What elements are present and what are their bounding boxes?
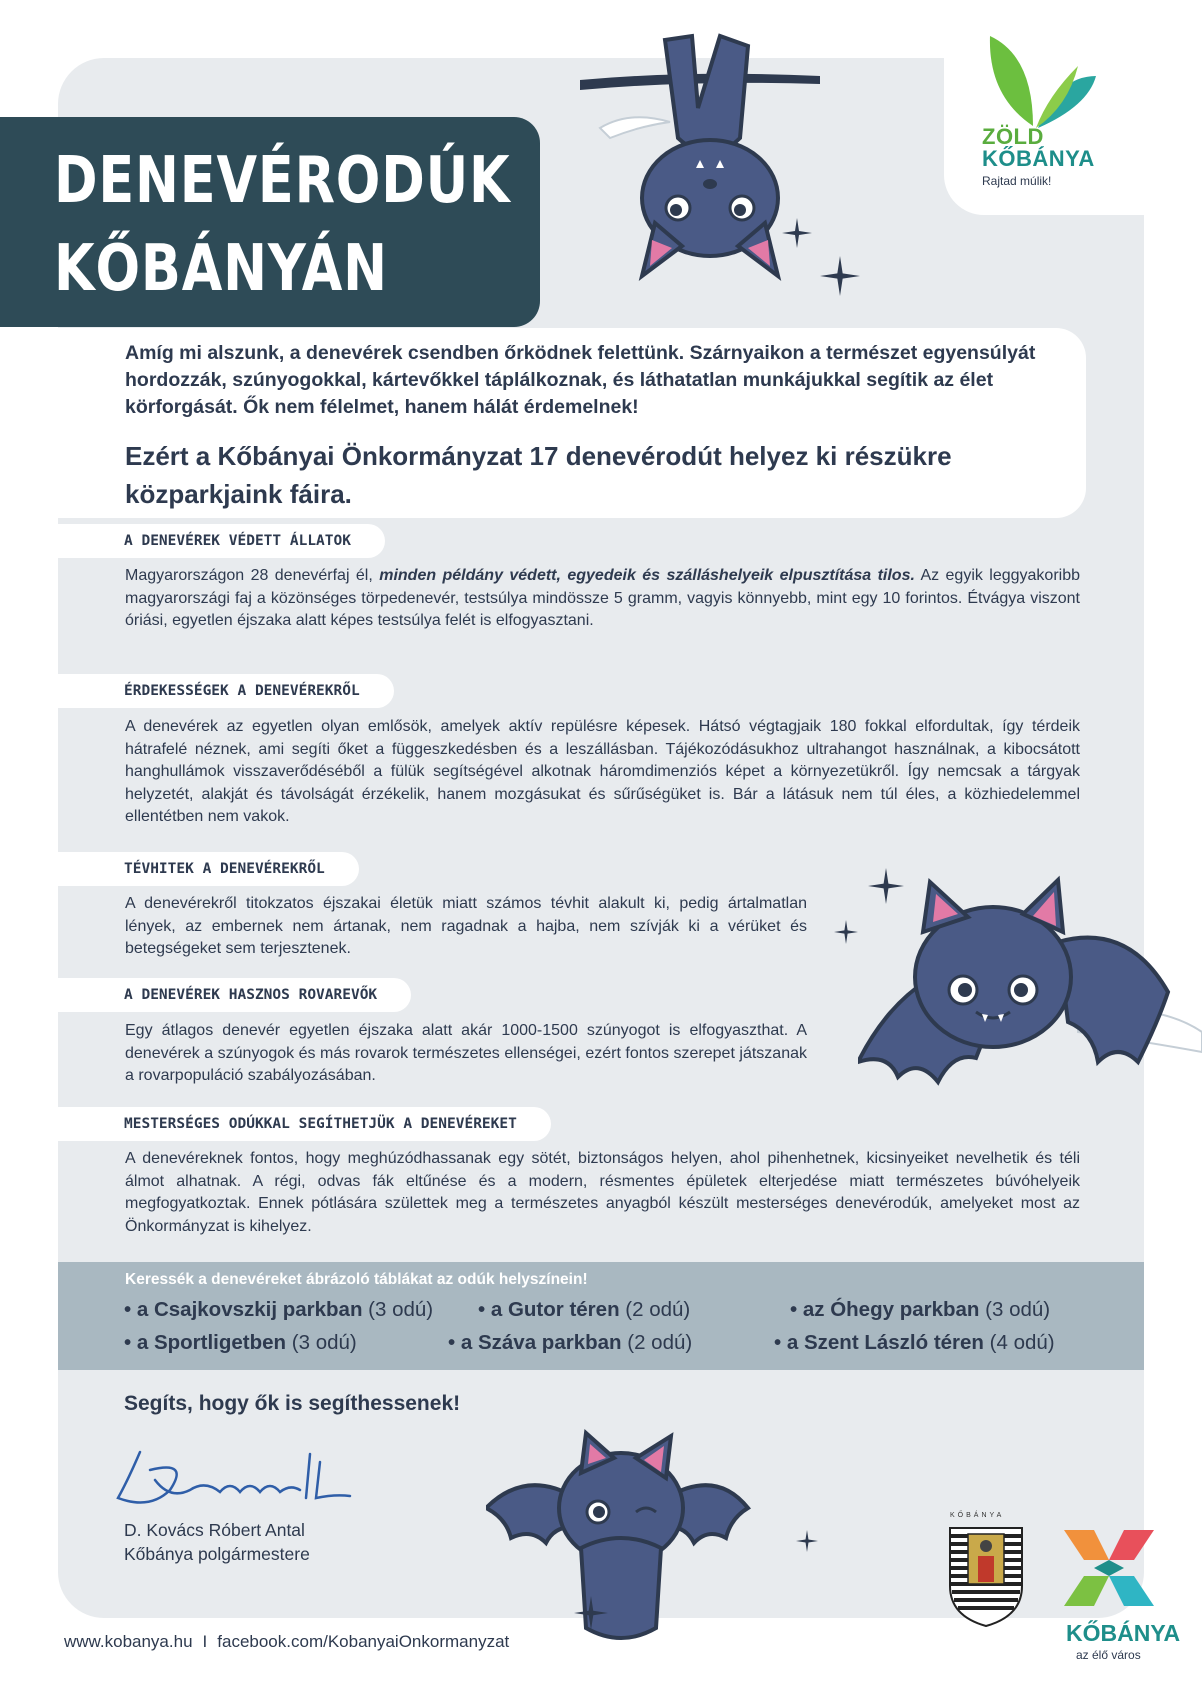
zold-logo-tagline: Rajtad múlik! [982, 174, 1052, 188]
location-item [478, 1298, 690, 1322]
location-count: (4 odú) [983, 1331, 1055, 1354]
kobanya-coat-of-arms-icon [948, 1516, 1024, 1628]
section-heading-insectivores [58, 978, 411, 1012]
footer-separator: I [202, 1632, 208, 1651]
sparkle-icon [820, 256, 860, 296]
location-count: (2 odú) [619, 1298, 691, 1321]
website-link[interactable]: www.kobanya.hu [64, 1632, 193, 1651]
slogan: Segíts, hogy ők is segíthessenek! [124, 1392, 461, 1415]
location-count: (3 odú) [362, 1298, 434, 1321]
zold-kobanya-logo [978, 36, 1098, 188]
flying-bat-illustration [858, 862, 1202, 1112]
page-title [54, 137, 511, 313]
kobanya-x-logo-icon [1054, 1520, 1164, 1616]
section-text-protected [125, 565, 1080, 633]
location-name: • a Sportligetben [124, 1331, 287, 1354]
facebook-link[interactable]: facebook.com/KobanyaiOnkormanyzat [217, 1632, 510, 1651]
footer [64, 1632, 509, 1652]
location-count: (3 odú) [979, 1298, 1051, 1321]
section-text-boxes: A denevéreknek fontos, hogy meghúzódhassanak egy sötét, biztonságos helyen, ahol pihenhetnek, kicsinyeiket nevelhetik és téli álmot alhatnak. A régi, odvas fák eltűnése és a modern, résmentes épületek elterjedése miatt természetes búvóhelyeik megfogyatkoztak. Ennek pótlására születtek meg a természetes anyagból készült mesterséges denevérodúk, amelyeket most az Önkormányzat is kihelyez. [125, 1150, 1080, 1235]
location-count: (3 odú) [286, 1331, 357, 1354]
sparkle-icon [834, 920, 858, 944]
title-banner [0, 117, 540, 327]
sparkle-icon [574, 1596, 608, 1630]
signer-name: D. Kovács Róbert Antal [124, 1520, 305, 1540]
sparkle-icon [868, 868, 904, 904]
sparkle-icon [782, 218, 812, 248]
signature-illustration [110, 1440, 360, 1520]
location-name: • a Csajkovszkij parkban [124, 1298, 363, 1321]
kobanya-logo [1054, 1520, 1181, 1662]
page-title-line2: KŐBÁNYÁN [54, 232, 388, 306]
section-heading-text: A DENEVÉREK HASZNOS ROVAREVŐK [124, 987, 378, 1003]
location-name: • a Gutor téren [478, 1298, 620, 1321]
locations-title: Keressék a denevéreket ábrázoló táblákat az odúk helyszínein! [125, 1271, 588, 1288]
kobanya-logo-tagline: az élő város [1076, 1648, 1141, 1662]
section-heading-text: TÉVHITEK A DENEVÉREKRŐL [124, 861, 325, 877]
section-text-insectivores: Egy átlagos denevér egyetlen éjszaka alatt akár 1000-1500 szúnyogot is elfogyaszthat. A denevérek a szúnyogok és más rovarok természetes ellenségei, ezért fontos szerepet játszanak a rovarpopuláció szabályozásában. [125, 1022, 807, 1084]
section-heading-facts [58, 674, 394, 708]
intro-highlight: Ezért a Kőbányai Önkormányzat 17 denevérodút helyez ki részükre közparkjaink fáira. [125, 441, 952, 509]
section-heading-myths [58, 852, 359, 886]
kobanya-logo-name: KŐBÁNYA [1066, 1620, 1181, 1646]
location-name: • az Óhegy parkban [790, 1298, 980, 1321]
location-count: (2 odú) [621, 1331, 693, 1354]
section-heading-text: ÉRDEKESSÉGEK A DENEVÉREKRŐL [124, 683, 360, 699]
section-heading-boxes [58, 1107, 551, 1141]
section-text-facts: A denevérek az egyetlen olyan emlősök, amelyek aktív repülésre képesek. Hátsó végtagjaik 180 fokkal elfordultak, így térdeik hátrafelé néznek, ami segíti őket a függeszkedésben és a leszállásban. Tájékozódásukhoz ultrahangot használnak, a kibocsátott hanghullámok visszaverődéséből a fülük segítségével alkotnak háromdimenziós képet a környezetükről. Így nemcsak a tárgyak helyzetét, alakját és távolságát érzékelik, hanem mozgásukat és sűrűségüket is. Bár a látásuk nem túl éles, a közhiedelemmel ellentétben nem vakok. [125, 718, 1080, 825]
sparkle-icon [796, 1530, 818, 1552]
location-item [790, 1298, 1050, 1322]
zold-logo-line1: ZÖLD [982, 124, 1044, 149]
section-text-part: Magyarországon 28 denevérfaj él, [125, 567, 380, 584]
signer-block [124, 1518, 310, 1566]
butterfly-icon [978, 36, 1098, 136]
location-name: • a Szent László téren [774, 1331, 984, 1354]
section-heading-protected [58, 524, 385, 558]
intro-lead: Amíg mi alszunk, a denevérek csendben őrködnek felettünk. Szárnyaikon a természet egyensúlyát hordozzák, szúnyogokkal, kártevőkkel táplálkoznak, és láthatatlan munkájukkal segítik az élet körforgását. Ők nem félelmet, hanem hálát érdemelnek! [125, 342, 1036, 418]
location-item [124, 1298, 433, 1322]
page-title-line1: DENEVÉRODÚK [54, 144, 511, 218]
section-heading-text: MESTERSÉGES ODÚKKAL SEGÍTHETJÜK A DENEVÉREKET [124, 1116, 517, 1132]
signer-role: Kőbánya polgármestere [124, 1544, 310, 1564]
section-heading-text: A DENEVÉREK VÉDETT ÁLLATOK [124, 533, 351, 549]
location-item [448, 1331, 692, 1355]
section-text-part: Az egyik leggyakoribb magyarországi faj a közönséges törpedenevér, testsúlya mindössze 5 gramm, vagyis könnyebb, mint egy 10 forintos. Étvágya viszont óriási, egyetlen éjszaka alatt képes testsúlya felét is elfogyasztani. [125, 567, 1081, 629]
crest-label: KŐBÁNYA [950, 1512, 1005, 1519]
location-item [124, 1331, 357, 1355]
location-item [774, 1331, 1055, 1355]
section-text-emphasis: minden példány védett, egyedeik és szálláshelyeik elpusztítása tilos. [379, 567, 915, 584]
wrapped-bat-illustration [486, 1428, 756, 1658]
zold-logo-line2: KŐBÁNYA [982, 146, 1095, 171]
section-text-myths: A denevérekről titokzatos éjszakai életük miatt számos tévhit alakult ki, pedig ártalmatlan lények, az embernek nem ártanak, nem ragadnak a hajba, nem szívják ki a vérüket és betegségeket sem terjesztenek. [125, 895, 807, 957]
location-name: • a Száva parkban [448, 1331, 622, 1354]
